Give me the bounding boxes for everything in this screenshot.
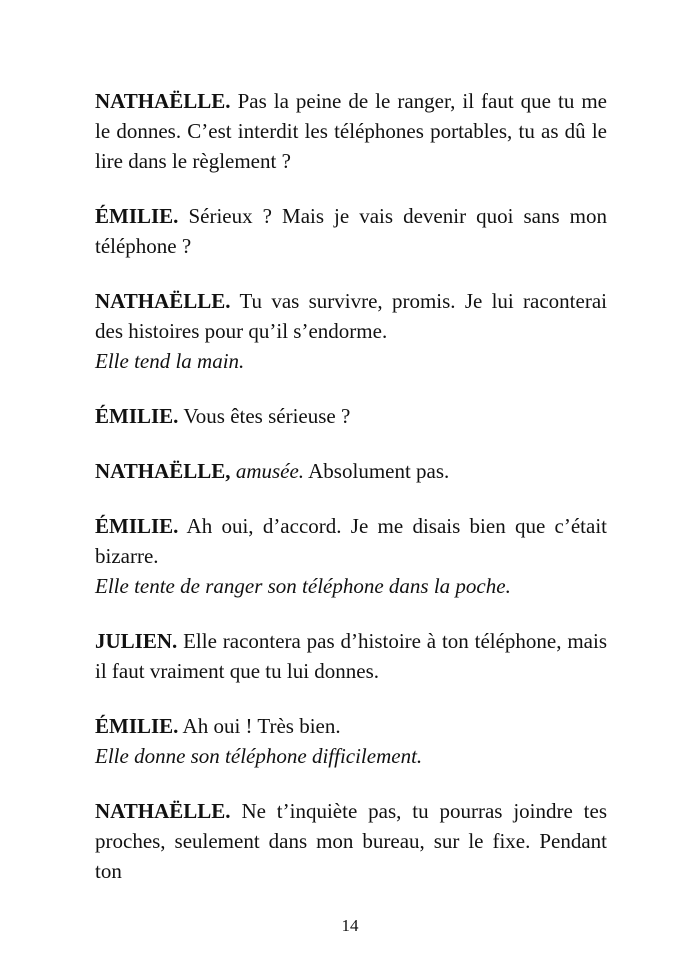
dialogue-text: Absolument pas. xyxy=(308,459,450,483)
speaker-name: ÉMILIE. xyxy=(95,404,179,428)
speaker-name: NATHAËLLE. xyxy=(95,89,231,113)
stage-direction: Elle tend la main. xyxy=(95,349,245,373)
stage-direction: Elle donne son téléphone difficilement. xyxy=(95,744,423,768)
speaker-name: ÉMILIE. xyxy=(95,714,179,738)
speaker-name: NATHAËLLE. xyxy=(95,289,231,313)
speaker-name: NATHAËLLE, xyxy=(95,459,231,483)
dialogue-line xyxy=(95,286,607,376)
speaker-name: ÉMILIE. xyxy=(95,204,179,228)
dialogue-line xyxy=(95,626,607,686)
dialogue-line xyxy=(95,511,607,601)
speaker-name: NATHAËLLE. xyxy=(95,799,231,823)
dialogue-line xyxy=(95,711,607,771)
dialogue-line xyxy=(95,201,607,261)
dialogue-text: Sérieux ? Mais je vais devenir quoi sans mon téléphone ? xyxy=(95,204,608,258)
dialogue-line xyxy=(95,456,607,486)
dialogue-line xyxy=(95,796,607,886)
speaker-name: ÉMILIE. xyxy=(95,514,179,538)
inline-stage-direction: amusée. xyxy=(235,459,305,483)
dialogue-line xyxy=(95,401,607,431)
dialogue-text: Ah oui, d’accord. Je me disais bien que c’était bizarre. xyxy=(95,514,607,568)
dialogue-text: Tu vas survivre, promis. Je lui raconterai des histoires pour qu’il s’endorme. xyxy=(95,289,607,343)
dialogue-line xyxy=(95,86,607,176)
dialogue-text: Ne t’inquiète pas, tu pourras joindre tes proches, seulement dans mon bureau, sur le fixe. Pendant ton xyxy=(95,799,608,883)
script-page xyxy=(95,86,607,911)
speaker-name: JULIEN. xyxy=(95,629,178,653)
dialogue-text: Pas la peine de le ranger, il faut que tu me le donnes. C’est interdit les téléphones portables, tu as dû le lire dans le règlement ? xyxy=(95,89,607,173)
dialogue-text: Vous êtes sérieuse ? xyxy=(183,404,351,428)
page-number: 14 xyxy=(341,916,359,935)
dialogue-text: Ah oui ! Très bien. xyxy=(182,714,341,738)
dialogue-text: Elle racontera pas d’histoire à ton téléphone, mais il faut vraiment que tu lui donnes. xyxy=(95,629,607,683)
stage-direction: Elle tente de ranger son téléphone dans la poche. xyxy=(95,574,511,598)
